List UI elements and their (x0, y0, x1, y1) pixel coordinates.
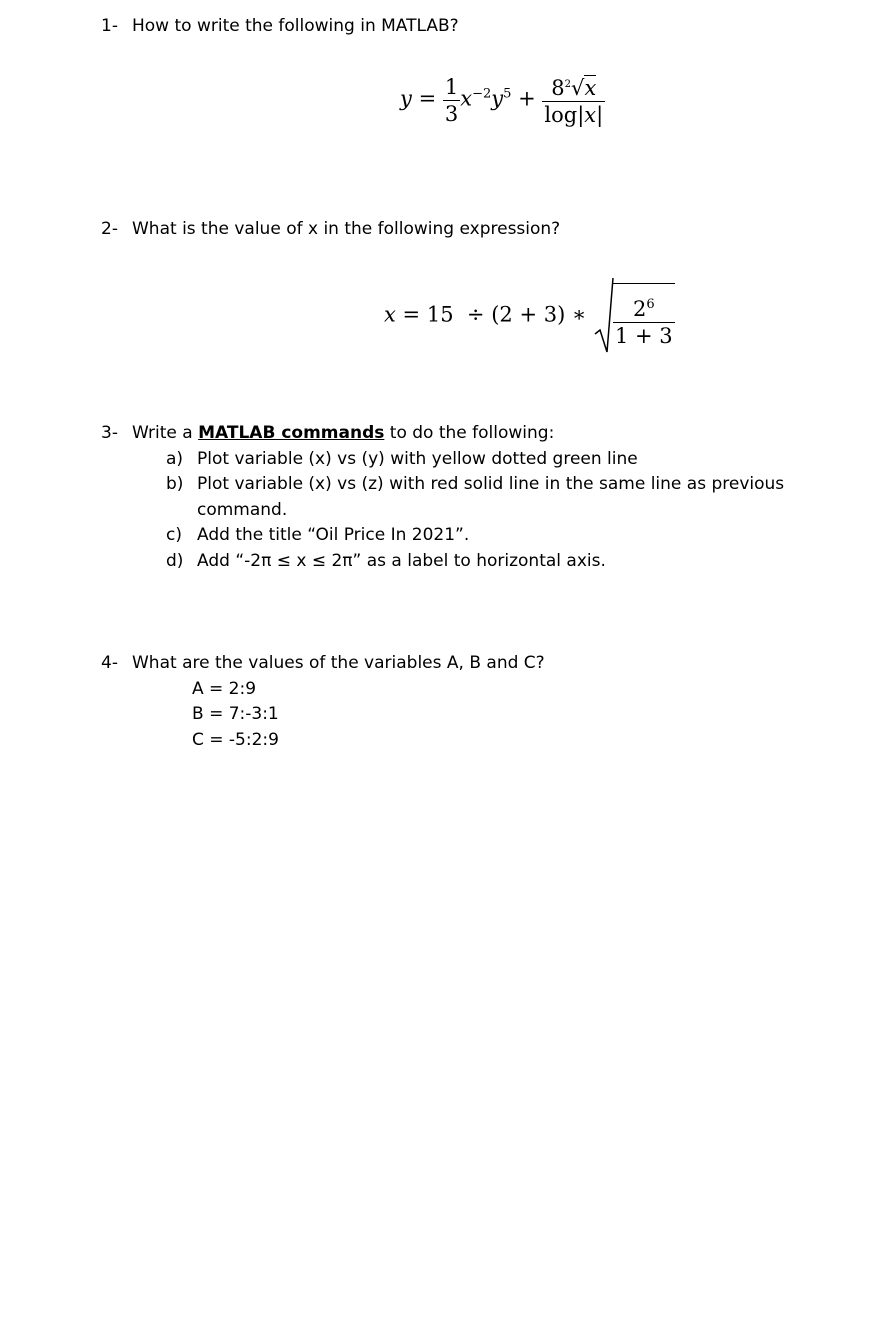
base: 2 (632, 297, 647, 321)
plus-sign: + (518, 86, 536, 111)
exponent: 6 (646, 297, 655, 312)
question-text: What is the value of x in the following expression? (132, 219, 561, 239)
item-label: b) (166, 474, 184, 494)
variable-definition: C = -5:2:9 (192, 730, 279, 750)
root-index: 2 (564, 79, 572, 90)
number-15: 15 (426, 302, 454, 327)
equation-2 (384, 276, 675, 356)
question-4 (101, 652, 545, 674)
list-item (166, 524, 469, 546)
eq-sign: = (402, 302, 421, 327)
fraction-denominator: 3 (444, 101, 459, 126)
question-number: 1- (101, 16, 118, 36)
fraction-numerator (613, 292, 675, 323)
multiply-sign: ∗ (571, 302, 587, 327)
radical-fraction (613, 283, 675, 349)
item-text: Add the title “Oil Price In 2021”. (197, 525, 470, 545)
question-3 (101, 422, 554, 444)
question-text: What are the values of the variables A, B and C? (132, 653, 545, 673)
radical-sign-icon (593, 276, 615, 356)
item-text: Plot variable (x) vs (z) with red solid line in the same line as previous (197, 474, 785, 494)
fraction-numerator (542, 72, 605, 102)
list-item (166, 448, 638, 470)
fraction-numerator: 1 (444, 74, 459, 99)
question-2 (101, 218, 560, 240)
item-text: Add “-2π ≤ x ≤ 2π” as a label to horizontal axis. (197, 551, 606, 571)
variable-definition: B = 7:-3:1 (192, 704, 279, 724)
fraction-one-third (443, 74, 460, 127)
question-number: 2- (101, 219, 118, 239)
eq-sign: = (418, 86, 437, 111)
eq-lhs: y (400, 86, 412, 111)
item-label: d) (166, 551, 184, 571)
list-item (166, 473, 784, 495)
list-item-continuation (197, 499, 287, 521)
var-x: x (460, 86, 473, 111)
item-label: c) (166, 525, 182, 545)
fraction-denominator (542, 102, 605, 128)
question-number: 3- (101, 423, 118, 443)
eq-lhs: x (384, 302, 396, 327)
y-exponent: 5 (503, 86, 512, 102)
item-label: a) (166, 449, 184, 469)
log-function: log (544, 103, 578, 127)
question-text: How to write the following in MATLAB? (132, 16, 459, 36)
square-root (593, 276, 675, 356)
item-text-continued: command. (197, 500, 288, 520)
fraction-root-over-log (542, 72, 605, 128)
radical-sign-icon: √ (571, 76, 585, 100)
parenthesis-group: (2 + 3) (491, 302, 566, 327)
question-1 (101, 15, 459, 37)
x-exponent: −2 (472, 86, 492, 102)
var-y: y (491, 86, 504, 111)
coefficient: 8 (551, 76, 565, 100)
radicand: x (584, 76, 597, 100)
question-text-after: to do the following: (384, 423, 555, 443)
fraction-denominator: 1 + 3 (614, 324, 673, 348)
equation-1 (400, 72, 605, 128)
question-text-emphasis: MATLAB commands (198, 423, 385, 443)
log-argument: |x| (577, 103, 604, 127)
divide-sign: ÷ (466, 302, 485, 327)
question-number: 4- (101, 653, 118, 673)
question-text-before: Write a (132, 423, 199, 443)
variable-definition: A = 2:9 (192, 679, 257, 699)
list-item (166, 550, 606, 572)
item-text: Plot variable (x) vs (y) with yellow dotted green line (197, 449, 638, 469)
